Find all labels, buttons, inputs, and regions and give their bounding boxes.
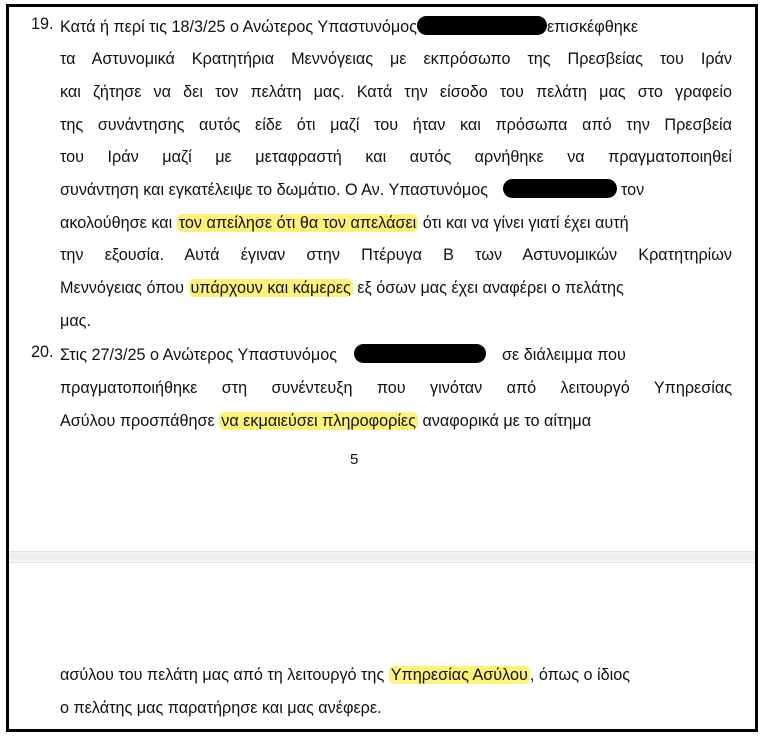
paragraph-number: 20. (31, 343, 54, 361)
paragraph-line (60, 15, 732, 39)
highlighted-text: να εκμαιεύσει πληροφορίες (221, 412, 416, 430)
paragraph-line (60, 409, 732, 433)
text-span: ασύλου του πελάτη μας από τη λειτουργό της (60, 666, 385, 684)
highlighted-text: τον απείλησε ότι θα τον απελάσει (178, 214, 417, 232)
text-span: επισκέφθηκε (546, 18, 639, 36)
paragraph-line: την εξουσία. Αυτά έγιναν στην Πτέρυγα Β των Αστυνομικών Κρατητηρίων (60, 246, 732, 264)
text-span: , όπως ο ίδιος (529, 666, 630, 684)
text-span: Ασύλου προσπάθησε (60, 412, 215, 430)
paragraph-line (60, 343, 732, 367)
redaction-bar (354, 344, 486, 363)
paragraph-number: 19. (31, 15, 54, 33)
text-span: τον (621, 181, 645, 199)
text-span: εξ όσων μας έχει αναφέρει ο πελάτης (357, 279, 624, 297)
highlighted-text: Υπηρεσίας Ασύλου (390, 666, 528, 684)
page-5 (9, 7, 755, 551)
page-break (9, 551, 755, 563)
paragraph-line: και ζήτησε να δει τον πελάτη μας. Κατά την είσοδο του πελάτη μας στο γραφείο (60, 83, 732, 101)
page-number: 5 (350, 451, 359, 468)
text-span: Στις 27/3/25 ο Ανώτερος Υπαστυνόμος (60, 346, 338, 364)
text-span: συνάντηση και εγκατέλειψε το δωμάτιο. Ο Αν. Υπαστυνόμος (60, 181, 489, 199)
paragraph-line (60, 211, 732, 235)
highlighted-text: υπάρχουν και κάμερες (190, 279, 351, 297)
text-span: αναφορικά με το αίτημα (422, 412, 592, 430)
paragraph-line: του Ιράν μαζί με μεταφραστή και αυτός αρνήθηκε να πραγματοποιηθεί (60, 148, 732, 166)
paragraph-line: μας. (60, 312, 91, 330)
redaction-bar (417, 16, 547, 35)
paragraph-line: ο πελάτης μας παρατήρησε και μας ανέφερε. (60, 699, 382, 717)
text-span: Μεννόγειας όπου (60, 279, 185, 297)
page-6 (9, 563, 755, 729)
paragraph-line (60, 178, 732, 202)
document-frame (6, 4, 758, 732)
paragraph-line: πραγματοποιήθηκε στη συνέντευξη που γινόταν από λειτουργό Υπηρεσίας (60, 379, 732, 397)
paragraph-line (60, 276, 732, 300)
text-span: Κατά ή περί τις 18/3/25 ο Ανώτερος Υπαστυνόμος (60, 18, 417, 36)
text-span: ακολούθησε και (60, 214, 173, 232)
redaction-bar (503, 179, 617, 198)
paragraph-line: της συνάντησης αυτός είδε ότι μαζί του ήταν και πρόσωπα από την Πρεσβεία (60, 116, 732, 134)
text-span: σε διάλειμμα που (502, 346, 626, 364)
paragraph-line: τα Αστυνομικά Κρατητήρια Μεννόγειας με εκπρόσωπο της Πρεσβείας του Ιράν (60, 50, 732, 68)
text-span: ότι και να γίνει γιατί έχει αυτή (422, 214, 629, 232)
paragraph-line (60, 663, 720, 687)
